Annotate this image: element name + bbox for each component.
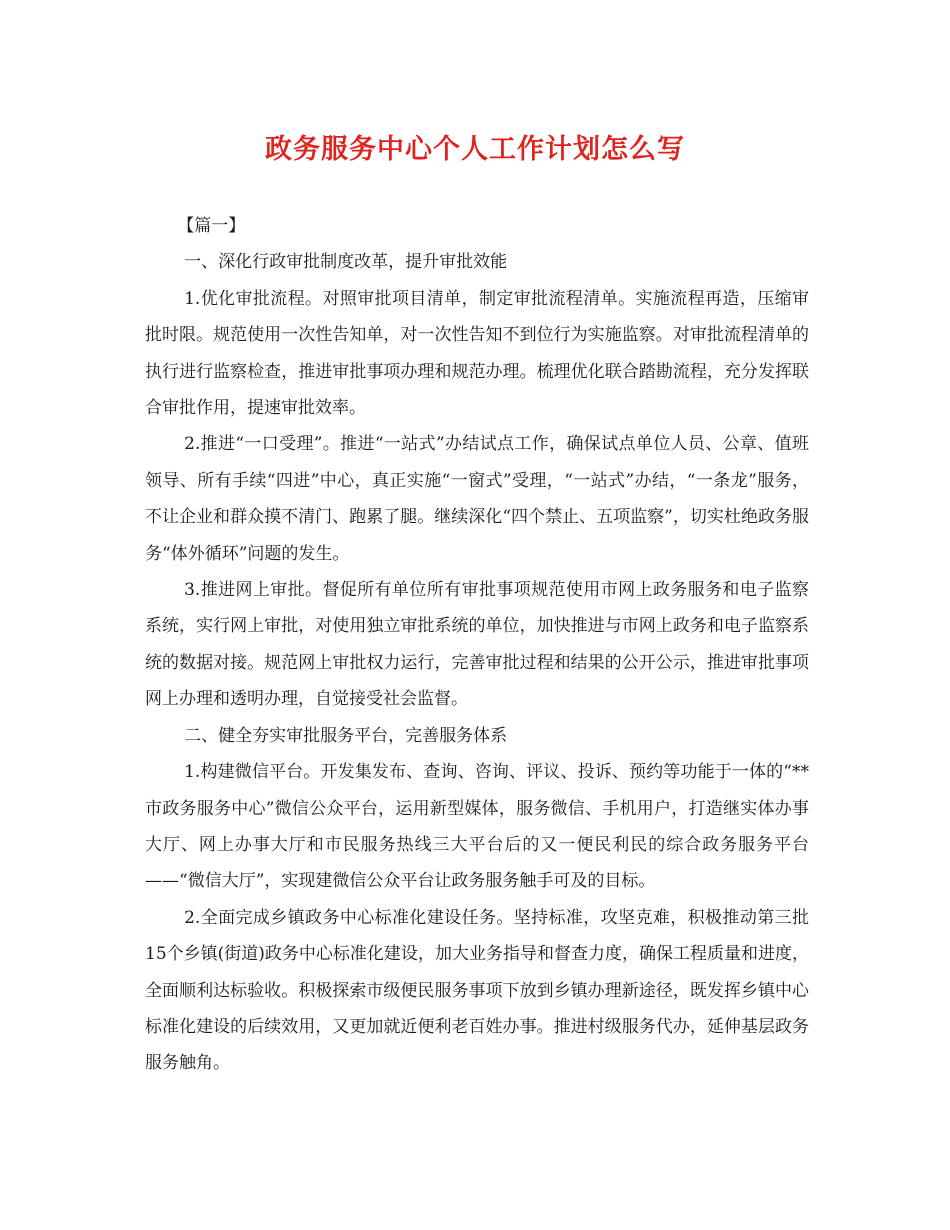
paragraph: 2.全面完成乡镇政务中心标准化建设任务。坚持标准，攻坚克难，积极推动第三批15个乡镇(街道)政务中心标准化建设，加大业务指导和督查力度，确保工程质量和进度，全面顺利达标验收。积极探索市级便民服务事项下放到乡镇办理新途径，既发挥乡镇中心标准化建设的后续效用，又更加就近便利老百姓办事。推进村级服务代办，延伸基层政务服务触角。 xyxy=(145,907,809,1074)
document-title: 政务服务中心个人工作计划怎么写 xyxy=(265,134,685,165)
document-body xyxy=(145,208,809,1082)
paragraph: 1.优化审批流程。对照审批项目清单，制定审批流程清单。实施流程再造，压缩审批时限。规范使用一次性告知单，对一次性告知不到位行为实施监察。对审批流程清单的执行进行监察检查，推进审批事项办理和规范办理。梳理优化联合踏勘流程，充分发挥联合审批作用，提速审批效率。 xyxy=(145,288,809,419)
section-heading: 二、健全夯实审批服务平台，完善服务体系 xyxy=(184,725,508,746)
section-label: 【篇一】 xyxy=(177,216,246,236)
section-heading: 一、深化行政审批制度改革，提升审批效能 xyxy=(184,252,508,273)
paragraph: 1.构建微信平台。开发集发布、查询、咨询、评议、投诉、预约等功能于一体的“**市政务服务中心”微信公众平台，运用新型媒体，服务微信、手机用户，打造继实体办事大厅、网上办事大厅和市民服务热线三大平台后的又一便民利民的综合政务服务平台——“微信大厅”，实现建微信公众平台让政务服务触手可及的目标。 xyxy=(145,762,809,892)
paragraph: 3.推进网上审批。督促所有单位所有审批事项规范使用市网上政务服务和电子监察系统，实行网上审批，对使用独立审批系统的单位，加快推进与市网上政务和电子监察系统的数据对接。规范网上审批权力运行，完善审批过程和结果的公开公示，推进审批事项网上办理和透明办理，自觉接受社会监督。 xyxy=(145,580,809,710)
paragraph: 2.推进“一口受理”。推进“一站式”办结试点工作，确保试点单位人员、公章、值班领导、所有手续“四进”中心，真正实施“一窗式”受理，“一站式”办结，“一条龙”服务，不让企业和群众摸不清门、跑累了腿。继续深化“四个禁止、五项监察”，切实杜绝政务服务“体外循环”问题的发生。 xyxy=(145,434,809,564)
